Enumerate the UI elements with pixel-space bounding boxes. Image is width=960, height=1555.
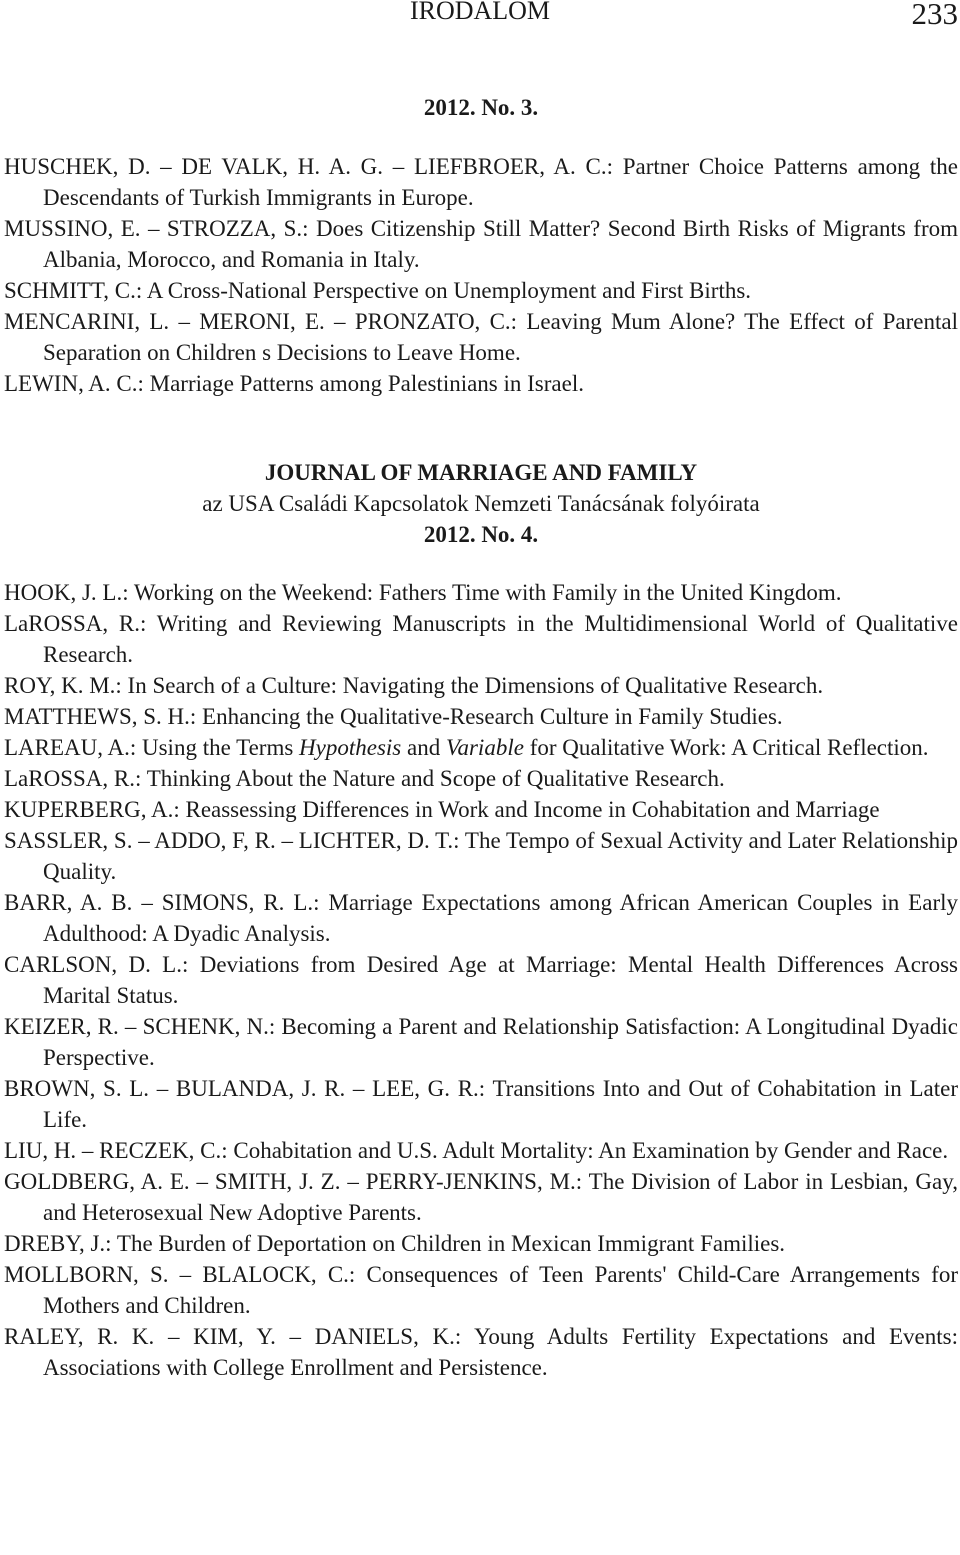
bibliography-entry: ROY, K. M.: In Search of a Culture: Navigating the Dimensions of Qualitative Research.: [4, 673, 824, 698]
bibliography-entry: BARR, A. B. – SIMONS, R. L.: Marriage Expectations among African American Couples in Early Adulthood: A Dyadic Analysis.: [4, 890, 958, 946]
journal-heading: [4, 457, 958, 550]
bibliography-entry: GOLDBERG, A. E. – SMITH, J. Z. – PERRY-JENKINS, M.: The Division of Labor in Lesbian, Gay, and Heterosexual New Adoptive Parents.: [4, 1169, 958, 1225]
bibliography-entry: HOOK, J. L.: Working on the Weekend: Fathers Time with Family in the United Kingdom.: [4, 580, 842, 605]
issue-label: 2012. No. 4.: [423, 522, 539, 547]
bibliography-entry: DREBY, J.: The Burden of Deportation on Children in Mexican Immigrant Families.: [4, 1231, 786, 1256]
entry-text: and: [401, 735, 446, 760]
bibliography-entry: KUPERBERG, A.: Reassessing Differences in Work and Income in Cohabitation and Marriage: [4, 797, 880, 822]
bibliography-entry: LaROSSA, R.: Writing and Reviewing Manuscripts in the Multidimensional World of Qualitative Research.: [4, 611, 958, 667]
bibliography-content: [4, 92, 958, 1383]
bibliography-entry: [4, 732, 958, 763]
italic-term: Variable: [445, 735, 524, 760]
entry-text: for Qualitative Work: A Critical Reflection.: [523, 735, 929, 760]
running-head: [0, 0, 960, 40]
bibliography-entry: MUSSINO, E. – STROZZA, S.: Does Citizenship Still Matter? Second Birth Risks of Migrants from Albania, Morocco, and Romania in Italy.: [4, 216, 958, 272]
entry-text: LAREAU, A.: Using the Terms: [4, 735, 300, 760]
bibliography-entry: HUSCHEK, D. – DE VALK, H. A. G. – LIEFBROER, A. C.: Partner Choice Patterns among the Descendants of Turkish Immigrants in Europe.: [4, 154, 958, 210]
bibliography-entry: CARLSON, D. L.: Deviations from Desired Age at Marriage: Mental Health Differences Across Marital Status.: [4, 952, 958, 1008]
page-number: 233: [911, 0, 958, 31]
journal-title: JOURNAL OF MARRIAGE AND FAMILY: [264, 460, 698, 485]
running-title: IRODALOM: [409, 0, 551, 25]
bibliography-entry: BROWN, S. L. – BULANDA, J. R. – LEE, G. R.: Transitions Into and Out of Cohabitation in Later Life.: [4, 1076, 958, 1132]
bibliography-entry: KEIZER, R. – SCHENK, N.: Becoming a Parent and Relationship Satisfaction: A Longitudinal Dyadic Perspective.: [4, 1014, 958, 1070]
bibliography-entry: LaROSSA, R.: Thinking About the Nature and Scope of Qualitative Research.: [4, 766, 725, 791]
issue-label: 2012. No. 3.: [423, 95, 539, 120]
bibliography-entry: SCHMITT, C.: A Cross-National Perspective on Unemployment and First Births.: [4, 278, 752, 303]
bibliography-entry: MOLLBORN, S. – BLALOCK, C.: Consequences of Teen Parents' Child-Care Arrangements for Mothers and Children.: [4, 1262, 958, 1318]
bibliography-entry: RALEY, R. K. – KIM, Y. – DANIELS, K.: Young Adults Fertility Expectations and Events: Associations with College Enrollment and Persistence.: [4, 1324, 958, 1380]
italic-term: Hypothesis: [299, 735, 402, 760]
section2-entry-list: [4, 577, 958, 1383]
bibliography-entry: LEWIN, A. C.: Marriage Patterns among Palestinians in Israel.: [4, 371, 584, 396]
section1-entry-list: [4, 151, 958, 399]
bibliography-entry: MENCARINI, L. – MERONI, E. – PRONZATO, C.: Leaving Mum Alone? The Effect of Parental Separation on Children s Decisions to Leave Home.: [4, 309, 958, 365]
journal-subtitle: az USA Családi Kapcsolatok Nemzeti Tanácsának folyóirata: [202, 491, 760, 516]
bibliography-entry: MATTHEWS, S. H.: Enhancing the Qualitative-Research Culture in Family Studies.: [4, 704, 783, 729]
bibliography-entry: SASSLER, S. – ADDO, F, R. – LICHTER, D. T.: The Tempo of Sexual Activity and Later Relationship Quality.: [4, 828, 958, 884]
bibliography-entry: LIU, H. – RECZEK, C.: Cohabitation and U.S. Adult Mortality: An Examination by Gender and Race.: [4, 1138, 949, 1163]
